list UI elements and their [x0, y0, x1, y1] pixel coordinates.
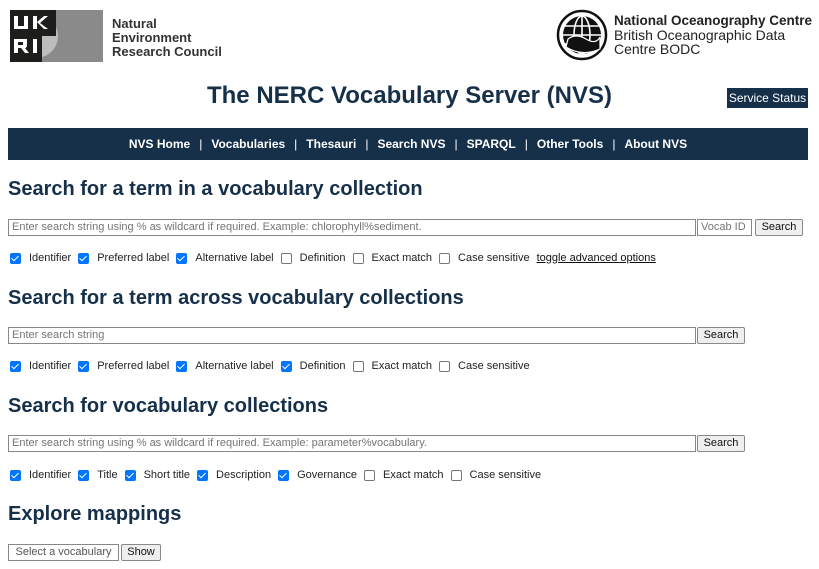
option-alternative-label[interactable]: [176, 360, 273, 372]
term-search-options: [10, 252, 656, 264]
option-label: Case sensitive: [469, 469, 542, 481]
nav-separator: |: [365, 137, 369, 151]
option-label: Definition: [299, 360, 346, 372]
option-identifier[interactable]: [10, 469, 71, 481]
option-title[interactable]: [78, 469, 117, 481]
preferred-label-checkbox[interactable]: [78, 253, 89, 264]
nav-separator: |: [612, 137, 616, 151]
option-governance[interactable]: [278, 469, 357, 481]
definition-checkbox[interactable]: [281, 361, 292, 372]
option-preferred-label[interactable]: [78, 252, 169, 264]
option-definition[interactable]: [281, 360, 346, 372]
option-case-sensitive[interactable]: [439, 360, 530, 372]
nerc-logo-text: [112, 17, 222, 59]
option-label: Preferred label: [97, 360, 170, 372]
option-label: Exact match: [371, 360, 433, 372]
show-mappings-button[interactable]: Show: [121, 544, 161, 561]
option-exact-match[interactable]: [353, 360, 433, 372]
section-heading-explore-mappings: Explore mappings: [8, 503, 182, 525]
noc-line-1: National Oceanography Centre: [614, 13, 813, 28]
option-preferred-label[interactable]: [78, 360, 169, 372]
option-label: Short title: [143, 469, 191, 481]
exact-match-checkbox[interactable]: [364, 470, 375, 481]
option-label: Identifier: [29, 360, 72, 372]
term-search-input[interactable]: Enter search string using % as wildcard if required. Example: chlorophyll%sediment.: [8, 219, 696, 236]
title-checkbox[interactable]: [78, 470, 89, 481]
nav-separator: |: [199, 137, 203, 151]
nav-separator: |: [524, 137, 528, 151]
option-case-sensitive[interactable]: [439, 252, 530, 264]
nav-other-tools[interactable]: Other Tools: [536, 137, 604, 151]
case-sensitive-checkbox[interactable]: [451, 470, 462, 481]
option-exact-match[interactable]: [364, 469, 444, 481]
governance-checkbox[interactable]: [278, 470, 289, 481]
nav-nvs-home[interactable]: NVS Home: [128, 137, 191, 151]
noc-globe-icon: [556, 9, 608, 61]
noc-line-2: British Oceanographic Data: [614, 27, 786, 43]
option-identifier[interactable]: [10, 252, 71, 264]
term-search-button[interactable]: Search: [755, 219, 803, 236]
collection-search-input[interactable]: Enter search string using % as wildcard if required. Example: parameter%vocabulary.: [8, 435, 696, 452]
service-status-button[interactable]: Service Status: [727, 88, 808, 108]
identifier-checkbox[interactable]: [10, 470, 21, 481]
alternative-label-checkbox[interactable]: [176, 253, 187, 264]
nerc-line-3: Research Council: [112, 44, 222, 59]
nav-sparql[interactable]: SPARQL: [466, 137, 516, 151]
definition-checkbox[interactable]: [281, 253, 292, 264]
identifier-checkbox[interactable]: [10, 361, 21, 372]
section-heading-vocabulary-collections: Search for vocabulary collections: [8, 395, 329, 417]
section-heading-term-in-collection: Search for a term in a vocabulary collection: [8, 178, 423, 200]
option-alternative-label[interactable]: [176, 252, 273, 264]
vocab-id-input[interactable]: Vocab ID: [697, 219, 752, 236]
option-description[interactable]: [197, 469, 271, 481]
exact-match-checkbox[interactable]: [353, 361, 364, 372]
option-label: Alternative label: [195, 252, 274, 264]
option-label: Identifier: [29, 252, 72, 264]
nav-vocabularies[interactable]: Vocabularies: [211, 137, 286, 151]
identifier-checkbox[interactable]: [10, 253, 21, 264]
nav-search-nvs[interactable]: Search NVS: [377, 137, 446, 151]
option-exact-match[interactable]: [353, 252, 433, 264]
option-short-title[interactable]: [125, 469, 190, 481]
noc-logo-text: [614, 14, 812, 56]
option-label: Identifier: [29, 469, 72, 481]
cross-search-button[interactable]: Search: [697, 327, 745, 344]
exact-match-checkbox[interactable]: [353, 253, 364, 264]
option-definition[interactable]: [281, 252, 346, 264]
page-title: The NERC Vocabulary Server (NVS): [206, 82, 612, 109]
noc-line-3: Centre BODC: [614, 41, 701, 57]
collection-search-options: [10, 469, 548, 481]
main-nav: [8, 128, 808, 160]
vocabulary-select[interactable]: Select a vocabulary: [8, 544, 119, 561]
case-sensitive-checkbox[interactable]: [439, 361, 450, 372]
ukri-logo: [10, 10, 103, 62]
nav-thesauri[interactable]: Thesauri: [306, 137, 357, 151]
option-label: Title: [97, 469, 118, 481]
option-label: Definition: [299, 252, 346, 264]
option-label: Exact match: [383, 469, 444, 481]
section-heading-term-across-collections: Search for a term across vocabulary collections: [8, 287, 464, 309]
toggle-advanced-options-link[interactable]: toggle advanced options: [536, 252, 656, 264]
option-label: Case sensitive: [458, 360, 530, 372]
collection-search-button[interactable]: Search: [697, 435, 745, 452]
nav-separator: |: [294, 137, 298, 151]
description-checkbox[interactable]: [197, 470, 208, 481]
option-case-sensitive[interactable]: [451, 469, 542, 481]
option-label: Description: [216, 469, 272, 481]
cross-search-options: [10, 360, 537, 372]
nav-about-nvs[interactable]: About NVS: [624, 137, 688, 151]
nerc-line-1: Natural: [112, 16, 157, 31]
nav-separator: |: [454, 137, 458, 151]
case-sensitive-checkbox[interactable]: [439, 253, 450, 264]
option-label: Governance: [297, 469, 358, 481]
alternative-label-checkbox[interactable]: [176, 361, 187, 372]
option-identifier[interactable]: [10, 360, 71, 372]
short-title-checkbox[interactable]: [125, 470, 136, 481]
cross-search-input[interactable]: Enter search string: [8, 327, 696, 344]
nerc-line-2: Environment: [112, 30, 192, 45]
option-label: Case sensitive: [458, 252, 530, 264]
preferred-label-checkbox[interactable]: [78, 361, 89, 372]
option-label: Exact match: [371, 252, 433, 264]
option-label: Preferred label: [97, 252, 170, 264]
option-label: Alternative label: [195, 360, 274, 372]
